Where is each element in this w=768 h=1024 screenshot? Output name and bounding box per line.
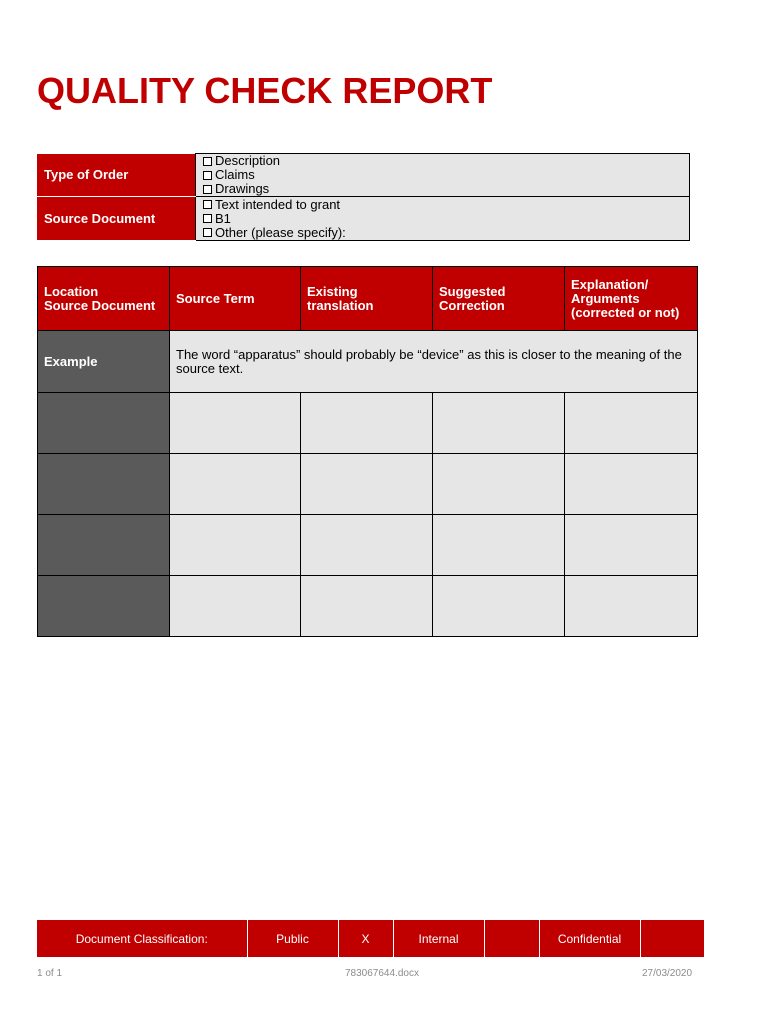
suggested-correction-cell[interactable] [433,393,565,454]
location-cell[interactable] [38,515,170,576]
header-existing-translation: Existing translation [301,267,433,331]
source-term-cell[interactable] [170,515,301,576]
classification-label: Document Classification: [37,920,247,957]
table-row [38,454,698,515]
type-of-order-label: Type of Order [37,154,196,197]
source-document-options [196,197,690,241]
existing-translation-cell[interactable] [301,576,433,637]
header-explanation: Explanation/ Arguments (corrected or not) [565,267,698,331]
source-document-label: Source Document [37,197,196,241]
classification-public-mark[interactable]: X [338,920,393,957]
classification-confidential: Confidential [539,920,640,957]
checkbox[interactable] [203,214,212,223]
checkbox[interactable] [203,200,212,209]
checkbox[interactable] [203,171,212,180]
header-row [38,267,698,331]
option-other[interactable]: Other (please specify): [203,226,689,240]
explanation-cell[interactable] [565,515,698,576]
option-description[interactable]: Description [203,154,689,168]
location-cell[interactable] [38,576,170,637]
suggested-correction-cell[interactable] [433,576,565,637]
checkbox[interactable] [203,228,212,237]
existing-translation-cell[interactable] [301,393,433,454]
page-number: 1 of 1 [37,968,63,979]
suggested-correction-cell[interactable] [433,454,565,515]
type-of-order-options [196,154,690,197]
location-cell[interactable] [38,393,170,454]
page-title: QUALITY CHECK REPORT [37,70,493,111]
location-cell[interactable] [38,454,170,515]
existing-translation-cell[interactable] [301,515,433,576]
explanation-cell[interactable] [565,454,698,515]
option-b1[interactable]: B1 [203,212,689,226]
order-table [37,153,690,241]
classification-public: Public [247,920,338,957]
table-row [38,515,698,576]
source-term-cell[interactable] [170,454,301,515]
example-label: Example [38,331,170,393]
option-text-intended-to-grant[interactable]: Text intended to grant [203,198,689,212]
existing-translation-cell[interactable] [301,454,433,515]
checkbox[interactable] [203,157,212,166]
header-location: Location Source Document [38,267,170,331]
classification-internal: Internal [393,920,484,957]
example-row [38,331,698,393]
table-row [38,576,698,637]
header-suggested-correction: Suggested Correction [433,267,565,331]
header-source-term: Source Term [170,267,301,331]
document-date: 27/03/2020 [642,968,693,979]
document-classification-bar [37,920,704,957]
file-name: 783067644.docx [345,968,419,979]
classification-confidential-mark[interactable] [640,920,704,957]
quality-check-table [37,266,698,637]
source-term-cell[interactable] [170,576,301,637]
suggested-correction-cell[interactable] [433,515,565,576]
explanation-cell[interactable] [565,576,698,637]
classification-internal-mark[interactable] [484,920,539,957]
option-drawings[interactable]: Drawings [203,182,689,196]
checkbox[interactable] [203,185,212,194]
explanation-cell[interactable] [565,393,698,454]
option-claims[interactable]: Claims [203,168,689,182]
table-row [38,393,698,454]
source-term-cell[interactable] [170,393,301,454]
example-text: The word “apparatus” should probably be “device” as this is closer to the meaning of the source text. [170,331,698,393]
